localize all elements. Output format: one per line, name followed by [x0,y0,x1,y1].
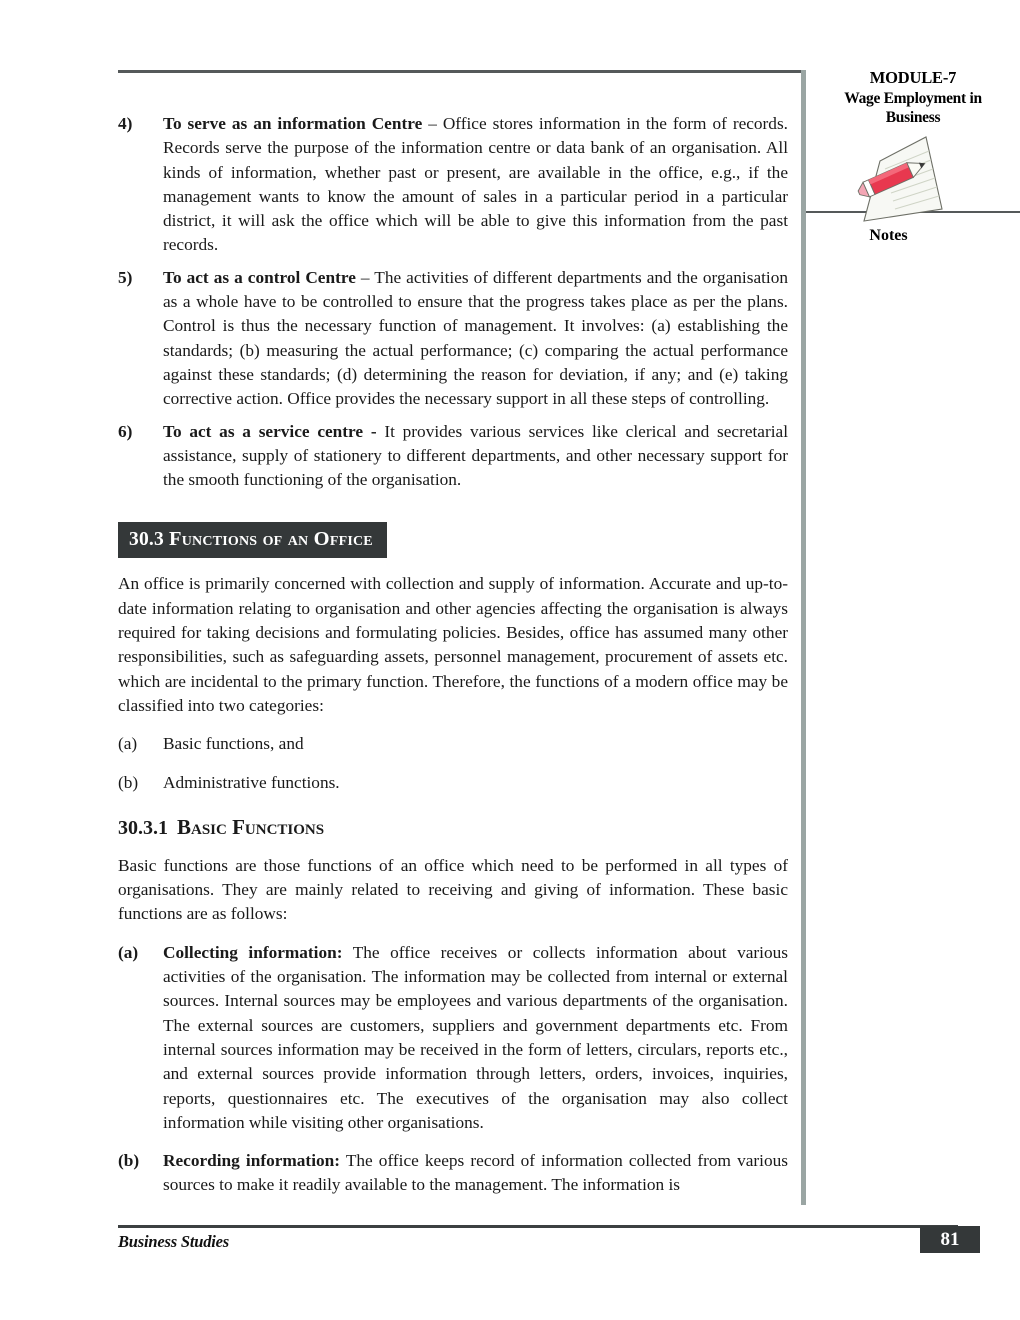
list-marker: (b) [118,1151,140,1171]
list-item-body [163,112,788,258]
list-item-body [163,1149,788,1198]
list-marker: 5) [118,267,133,287]
page-number-badge: 81 [920,1226,980,1253]
list-item-body [163,941,788,1135]
module-label: MODULE-7 [869,68,957,87]
list-marker: 6) [118,421,133,441]
list-item-body [163,266,788,412]
list-item-text: It provides various services like clerical and secretarial assistance, supply of stationery to different departments, and other necessary support for the smooth functioning of the organisation. [163,421,788,490]
list-item-text: Basic functions, and [163,734,304,754]
notes-rule-right [956,211,1020,213]
module-subtitle: Wage Employment in Business [844,90,982,126]
subsection-heading [118,815,788,840]
subsection-number: 30.3.1 [118,816,168,839]
subsection-title: Basic Functions [177,814,325,839]
list-item [118,1149,788,1198]
list-item-text: – Office stores information in the form of records. Records serve the purpose of the information centre or data bank of an organisation. All kinds of information, whether past or present, are available in the office, e.g., if the management wants to know the amount of sales in a particular period in a particular district, it will ask the office which will be able to give this information from the past records. [163,114,788,255]
list-item-lead: Recording information: [163,1151,340,1171]
section-number: 30.3 [129,529,164,551]
section-heading-banner [118,522,387,558]
main-content-column [118,112,788,1212]
list-item [118,112,788,258]
list-item-lead: To serve as an information Centre [163,114,423,133]
notes-label: Notes [869,227,908,244]
list-item [118,941,788,1135]
header-rule [118,70,805,73]
footer-book-title: Business Studies [118,1232,229,1251]
list-marker: 4) [118,114,133,133]
list-item-text: The office receives or collects information about various activities of the organisation. The information may be collected from internal or external sources. Internal sources may be employees and various departments of the organisation. The external sources are customers, suppliers and government departments etc. From internal sources information may be received in the form of letters, circulars, reports etc., and external sources provide information through letters, orders, invoices, inquiries, reports, questionnaires etc. The executives of the organisation may also collect information while visiting other organisations. [163,942,788,1132]
list-item-text: – The activities of different departments and the organisation as a whole have to be controlled to ensure that the progress takes place as per the plans. Control is thus the necessary function of management. It involves: (a) establishing the standards; (b) measuring the actual performance; (c) comparing the actual performance against these standards; (d) determining the reason for deviation, if any; and (e) taking corrective action. Office provides the necessary support in all these steps of controlling. [163,267,789,409]
list-item [118,420,788,493]
notepad-pencil-icon [828,131,958,235]
list-marker: (b) [118,772,139,792]
list-item-lead: To act as a control Centre [163,267,356,287]
margin-column [806,68,1020,244]
list-item [118,732,788,756]
list-item [118,266,788,412]
section-title: Functions of an Office [169,528,373,551]
list-marker: (a) [118,942,139,962]
list-item-body [163,420,788,493]
list-marker: (a) [118,734,138,754]
list-item-lead: To act as a service centre - [163,421,377,441]
footer-rule [118,1225,958,1228]
list-item-lead: Collecting information: [163,942,343,962]
list-item-text: Administrative functions. [163,772,340,792]
notes-block [806,133,1020,244]
intro-paragraph: An office is primarily concerned with collection and supply of information. Accurate and up-to-date information relating to organisation and other agencies affecting the organisation is always required for taking decisions and formulating policies. Besides, office has assumed many other responsibilities, such as safeguarding assets, personnel management, procurement of assets etc. which are incidental to the primary function. Therefore, the functions of a modern office may be classified into two categories: [118,574,788,715]
list-item [118,771,788,795]
basic-functions-paragraph: Basic functions are those functions of an office which need to be performed in all types of organisations. They are mainly related to receiving and giving of information. These basic functions are as follows: [118,855,788,924]
list-item-text: The office keeps record of information collected from various sources to make it readily available to the management. The information is [163,1151,788,1195]
